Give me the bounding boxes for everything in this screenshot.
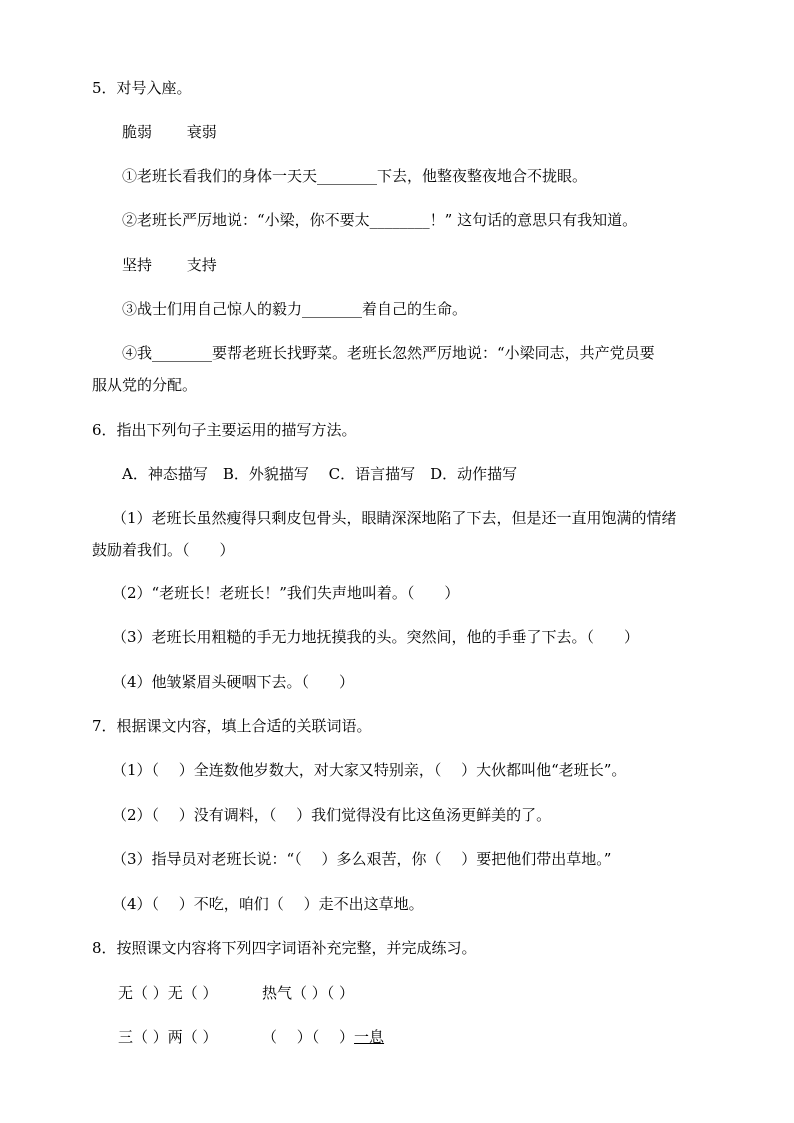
q7-item-1: （1）（ ）全连数他岁数大，对大家又特别亲，（ ）大伙都叫他“老班长”。 — [112, 761, 627, 779]
q5-sentence-4: ④我________要帮老班长找野菜。老班长忽然严厉地说：“小梁同志，共产党员要 — [122, 344, 655, 362]
q6-item-3: （3）老班长用粗糙的手无力地抚摸我的头。突然间，他的手垂了下去。（ ） — [112, 628, 640, 646]
q5-sentence-2: ②老班长严厉地说：“小梁，你不要太________！” 这句话的意思只有我知道。 — [122, 211, 638, 229]
q6-options: A．神态描写 B．外貌描写 C．语言描写 D．动作描写 — [122, 465, 518, 483]
q8-heading: 8．按照课文内容将下列四字词语补充完整，并完成练习。 — [92, 939, 477, 957]
q5-sentence-4-cont: 服从党的分配。 — [92, 376, 198, 394]
q8-word-4-blanks: （ ）（ ） — [262, 1028, 355, 1046]
q7-item-4: （4）（ ）不吃，咱们（ ）走不出这草地。 — [112, 895, 424, 913]
q5-sentence-3: ③战士们用自己惊人的毅力________着自己的生命。 — [122, 300, 468, 318]
q6-item-1: （1）老班长虽然瘦得只剩皮包骨头，眼睛深深地陷了下去，但是还一直用饱满的情绪 — [112, 509, 677, 527]
q8-word-1: 无（ ）无（ ） — [118, 984, 218, 1002]
q8-word-2: 热气（ ）（ ） — [262, 984, 355, 1002]
q7-item-3: （3）指导员对老班长说：“（ ）多么艰苦，你（ ）要把他们带出草地。” — [112, 850, 612, 868]
q6-item-4: （4）他皱紧眉头硬咽下去。（ ） — [112, 673, 355, 691]
q5-heading: 5．对号入座。 — [92, 79, 192, 97]
q7-heading: 7．根据课文内容，填上合适的关联词语。 — [92, 717, 372, 735]
q5-word-pair-a: 脆弱 衰弱 — [122, 123, 217, 141]
q8-word-3: 三（ ）两（ ） — [118, 1028, 218, 1046]
q5-sentence-1: ①老班长看我们的身体一天天________下去，他整夜整夜地合不拢眼。 — [122, 167, 588, 185]
q7-item-2: （2）（ ）没有调料，（ ）我们觉得没有比这鱼汤更鲜美的了。 — [112, 806, 552, 824]
q8-word-4-underlined: 一息 — [354, 1028, 385, 1046]
q6-heading: 6．指出下列句子主要运用的描写方法。 — [92, 421, 357, 439]
q6-item-2: （2）“老班长！老班长！”我们失声地叫着。（ ） — [112, 584, 460, 602]
q5-word-pair-b: 坚持 支持 — [122, 256, 217, 274]
q8-word-4 — [262, 1027, 384, 1047]
q6-item-1-cont: 鼓励着我们。（ ） — [92, 541, 235, 559]
